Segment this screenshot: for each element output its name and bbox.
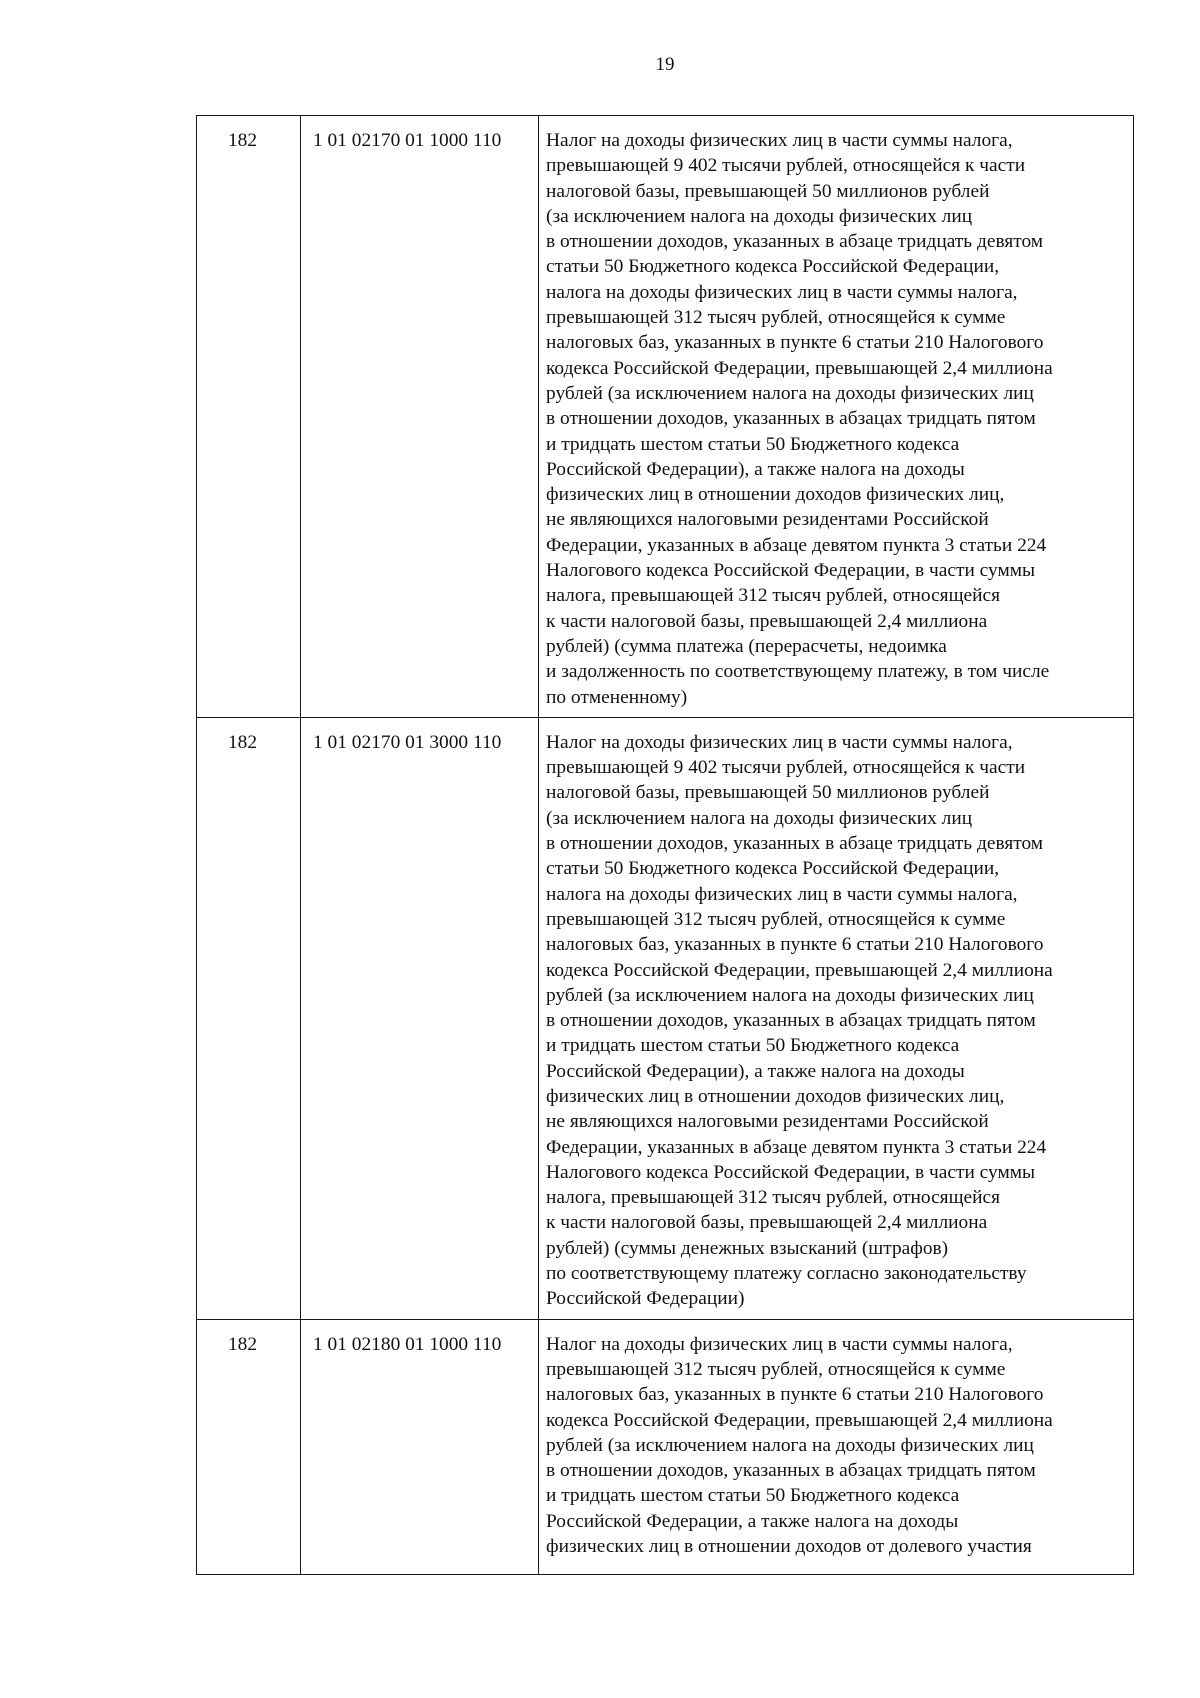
table-row [197, 1319, 1134, 1574]
income-name-line: Российской Федерации, а также налога на доходы [546, 1510, 959, 1532]
income-name-cell [539, 1319, 1134, 1574]
income-name-line: в отношении доходов, указанных в абзацах тридцать пятом [546, 1010, 1036, 1032]
income-name-line: Налогового кодекса Российской Федерации, в части суммы [546, 1161, 1036, 1183]
income-name-line: налога, превышающей 312 тысяч рублей, относящейся [546, 585, 1001, 607]
budget-code-cell: 1 01 02170 01 3000 110 [301, 717, 539, 1319]
income-name-line: рублей) (сумма платежа (перерасчеты, недоимка [546, 635, 947, 657]
income-name-line: физических лиц в отношении доходов физических лиц, [546, 1085, 1005, 1107]
income-name-line: превышающей 312 тысяч рублей, относящейся к сумме [546, 908, 1006, 930]
income-name-line: превышающей 9 402 тысячи рублей, относящейся к части [546, 155, 1026, 177]
income-name-line: и тридцать шестом статьи 50 Бюджетного кодекса [546, 433, 960, 455]
income-name-line: по соответствующему платежу согласно законодательству [546, 1263, 1027, 1285]
income-name-line: налоговых баз, указанных в пункте 6 статьи 210 Налогового [546, 934, 1044, 956]
admin-code-cell: 182 [197, 116, 301, 718]
income-name-line: в отношении доходов, указанных в абзацах тридцать пятом [546, 1460, 1036, 1482]
income-name-line: Налогового кодекса Российской Федерации, в части суммы [546, 560, 1036, 582]
income-name-line: налога на доходы физических лиц в части суммы налога, [546, 883, 1018, 905]
income-name-line: физических лиц в отношении доходов от долевого участия [546, 1536, 1032, 1558]
budget-classification-table [196, 115, 1134, 1575]
income-name-line: кодекса Российской Федерации, превышающей 2,4 миллиона [546, 357, 1053, 379]
income-name-line: Российской Федерации) [546, 1288, 745, 1310]
income-name-line: кодекса Российской Федерации, превышающей 2,4 миллиона [546, 959, 1053, 981]
income-name-line: и тридцать шестом статьи 50 Бюджетного кодекса [546, 1485, 960, 1507]
income-name-line: налоговой базы, превышающей 50 миллионов рублей [546, 180, 990, 202]
income-name-line: превышающей 312 тысяч рублей, относящейся к сумме [546, 307, 1006, 329]
income-name-line: налоговой базы, превышающей 50 миллионов рублей [546, 782, 990, 804]
income-name-line: Федерации, указанных в абзаце девятом пункта 3 статьи 224 [546, 1136, 1047, 1158]
income-name-line: рублей) (суммы денежных взысканий (штрафов) [546, 1237, 949, 1259]
table-row [197, 717, 1134, 1319]
income-name-line: налоговых баз, указанных в пункте 6 статьи 210 Налогового [546, 1384, 1044, 1406]
budget-code-cell: 1 01 02180 01 1000 110 [301, 1319, 539, 1574]
income-name-line: превышающей 312 тысяч рублей, относящейся к сумме [546, 1358, 1006, 1380]
income-name-line: по отмененному) [546, 686, 688, 708]
table-row [197, 116, 1134, 718]
income-name-line: Федерации, указанных в абзаце девятом пункта 3 статьи 224 [546, 534, 1047, 556]
income-name-line: налоговых баз, указанных в пункте 6 статьи 210 Налогового [546, 332, 1044, 354]
income-name-line: превышающей 9 402 тысячи рублей, относящейся к части [546, 757, 1026, 779]
income-name-line: и задолженность по соответствующему платежу, в том числе [546, 661, 1050, 683]
income-name-line: налога, превышающей 312 тысяч рублей, относящейся [546, 1187, 1001, 1209]
budget-code-cell: 1 01 02170 01 1000 110 [301, 116, 539, 718]
income-name-line: (за исключением налога на доходы физических лиц [546, 807, 973, 829]
income-name-line: физических лиц в отношении доходов физических лиц, [546, 484, 1005, 506]
income-name-line: статьи 50 Бюджетного кодекса Российской Федерации, [546, 858, 1000, 880]
income-name-line: в отношении доходов, указанных в абзаце тридцать девятом [546, 231, 1044, 253]
income-name-line: рублей (за исключением налога на доходы физических лиц [546, 382, 1034, 404]
income-name-line: к части налоговой базы, превышающей 2,4 миллиона [546, 1212, 988, 1234]
income-name-line: кодекса Российской Федерации, превышающей 2,4 миллиона [546, 1409, 1053, 1431]
table-body [197, 116, 1134, 1575]
page-number: 19 [655, 54, 675, 75]
income-name-line: статьи 50 Бюджетного кодекса Российской Федерации, [546, 256, 1000, 278]
income-name-line: не являющихся налоговыми резидентами Российской [546, 509, 989, 531]
income-name-line: Налог на доходы физических лиц в части суммы налога, [546, 731, 1013, 753]
income-name-line: в отношении доходов, указанных в абзаце тридцать девятом [546, 833, 1044, 855]
admin-code-cell: 182 [197, 717, 301, 1319]
income-name-line: к части налоговой базы, превышающей 2,4 миллиона [546, 610, 988, 632]
income-name-line: и тридцать шестом статьи 50 Бюджетного кодекса [546, 1035, 960, 1057]
income-name-line: налога на доходы физических лиц в части суммы налога, [546, 281, 1018, 303]
income-name-line: не являющихся налоговыми резидентами Российской [546, 1111, 989, 1133]
income-name-line: Налог на доходы физических лиц в части суммы налога, [546, 130, 1013, 151]
income-name-line: Российской Федерации), а также налога на доходы [546, 1060, 965, 1082]
income-name-cell [539, 116, 1134, 718]
income-name-cell [539, 717, 1134, 1319]
income-name-line: в отношении доходов, указанных в абзацах тридцать пятом [546, 408, 1036, 430]
income-name-line: Налог на доходы физических лиц в части суммы налога, [546, 1333, 1013, 1355]
admin-code-cell: 182 [197, 1319, 301, 1574]
income-name-line: Российской Федерации), а также налога на доходы [546, 458, 965, 480]
income-name-line: (за исключением налога на доходы физических лиц [546, 205, 973, 227]
income-name-line: рублей (за исключением налога на доходы физических лиц [546, 1434, 1034, 1456]
income-name-line: рублей (за исключением налога на доходы физических лиц [546, 984, 1034, 1006]
